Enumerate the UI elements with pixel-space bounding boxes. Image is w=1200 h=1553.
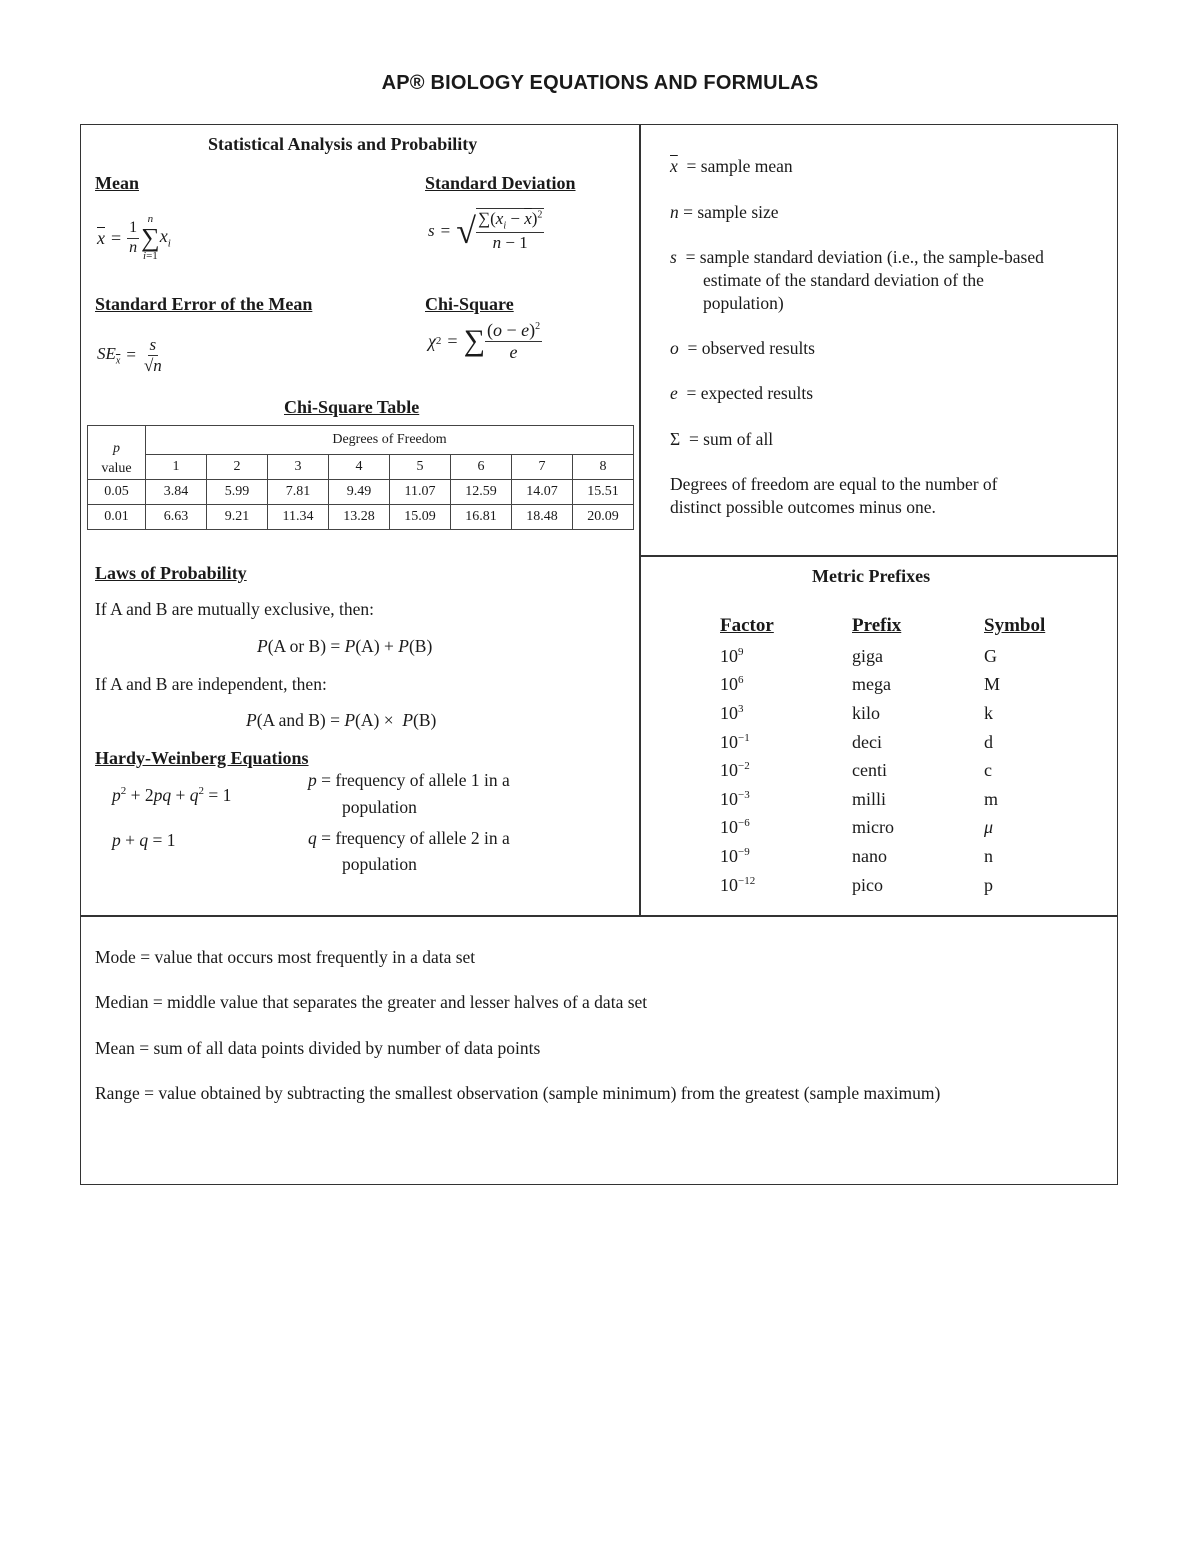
def-s-3: population): [703, 293, 784, 313]
chi-value-cell: 11.07: [390, 480, 451, 505]
table-row: [720, 842, 1064, 871]
def-e: e = expected results: [670, 383, 814, 403]
chi-value-cell: 5.99: [207, 480, 268, 505]
chi-value-cell: 16.81: [451, 505, 512, 530]
and-formula: P(A and B) = P(A) × P(B): [246, 710, 437, 730]
mean-definition: Mean = sum of all data points divided by number of data points: [95, 1038, 541, 1058]
df-cell: 5: [390, 455, 451, 480]
factor-cell: $10^{-1}$: [720, 731, 750, 752]
chi-value-cell: 20.09: [573, 505, 634, 530]
symbol-cell: n: [984, 845, 993, 866]
prefix-cell: mega: [852, 674, 891, 695]
table-row: [88, 480, 634, 505]
table-row: [720, 756, 1064, 785]
factor-cell: $10^{-9}$: [720, 845, 750, 866]
chi-value-cell: 7.81: [268, 480, 329, 505]
metric-prefix-table: [720, 610, 1064, 899]
p-definition-2: population: [342, 797, 417, 817]
chi-value-cell: 6.63: [146, 505, 207, 530]
symbol-cell: d: [984, 731, 993, 752]
symbol-cell: c: [984, 760, 992, 781]
symbol-cell: M: [984, 674, 1001, 695]
symbol-header: Symbol: [984, 615, 1046, 636]
chi-value-cell: 12.59: [451, 480, 512, 505]
prefix-cell: deci: [852, 731, 882, 752]
mean-heading: Mean: [95, 173, 139, 193]
def-s-2: estimate of the standard deviation of the: [703, 270, 984, 290]
hw-equation-1: $p^2 + 2pq + q^2 = 1$: [112, 785, 232, 805]
factor-cell: $10^3$: [720, 702, 744, 723]
chi-value-cell: 3.84: [146, 480, 207, 505]
df-cell: 4: [329, 455, 390, 480]
or-formula: P(A or B) = P(A) + P(B): [257, 636, 433, 656]
chi-value-cell: 15.09: [390, 505, 451, 530]
p-header-cell: p value: [88, 426, 146, 480]
factor-header: Factor: [720, 615, 774, 636]
df-cell: 3: [268, 455, 329, 480]
laws-heading: Laws of Probability: [95, 563, 247, 583]
factor-cell: $10^{-6}$: [720, 817, 750, 838]
q-definition: q = frequency of allele 2 in a: [308, 828, 510, 848]
range-definition: Range = value obtained by subtracting the smallest observation (sample minimum) from the greatest (sample maximum): [95, 1083, 941, 1103]
chi-formula: χ 2 = ∑ $\frac{(o - e)^2}{e}$: [428, 320, 541, 362]
factor-cell: $10^{-2}$: [720, 760, 750, 781]
median-definition: Median = middle value that separates the greater and lesser halves of a data set: [95, 992, 648, 1012]
table-row: [720, 699, 1064, 728]
symbol-cell: p: [984, 874, 993, 895]
table-row: [720, 785, 1064, 814]
q-definition-2: population: [342, 854, 417, 874]
chi-value-cell: 11.34: [268, 505, 329, 530]
p-definition: p = frequency of allele 1 in a: [308, 770, 510, 790]
p-value-cell: 0.05: [88, 480, 146, 505]
hardy-heading: Hardy-Weinberg Equations: [95, 748, 309, 768]
symbol-cell: m: [984, 788, 999, 809]
chi-square-table: [87, 425, 634, 530]
factor-cell: $10^{-3}$: [720, 788, 750, 809]
factor-cell: $10^9$: [720, 645, 744, 666]
dof-header: Degrees of Freedom: [146, 426, 634, 455]
se-heading: Standard Error of the Mean: [95, 294, 313, 314]
p-value-cell: 0.01: [88, 505, 146, 530]
chi-value-cell: 15.51: [573, 480, 634, 505]
df-cell: 8: [573, 455, 634, 480]
factor-cell: $10^{-12}$: [720, 874, 756, 895]
table-row: [720, 814, 1064, 843]
chi-value-cell: 14.07: [512, 480, 573, 505]
table-row: [720, 671, 1064, 700]
table-row: [720, 728, 1064, 757]
sd-formula: s = √ $\frac{\sum(x_i - \overline{x})^2}{n - 1}$: [428, 209, 543, 252]
se-formula: $SE_{\overline{x}}$ = $\frac{s}{√n}$: [97, 335, 162, 375]
table-row: [88, 505, 634, 530]
chi-value-cell: 18.48: [512, 505, 573, 530]
symbol-cell: G: [984, 645, 997, 666]
page-title: AP® BIOLOGY EQUATIONS AND FORMULAS: [381, 72, 819, 94]
def-sigma: Σ = sum of all: [670, 429, 774, 449]
prefix-cell: nano: [852, 845, 887, 866]
prefix-cell: giga: [852, 645, 883, 666]
table-row: [720, 871, 1064, 900]
df-cell: 1: [146, 455, 207, 480]
prefix-cell: centi: [852, 760, 887, 781]
chi-value-cell: 9.49: [329, 480, 390, 505]
hw-equation-2: p + q = 1: [112, 830, 176, 850]
table-row: [720, 642, 1064, 671]
df-cell: 2: [207, 455, 268, 480]
df-cell: 6: [451, 455, 512, 480]
prefix-cell: pico: [852, 874, 883, 895]
prefix-cell: kilo: [852, 702, 881, 723]
prefix-cell: milli: [852, 788, 887, 809]
def-xbar: $\overline{x}$ = sample mean: [670, 156, 793, 176]
def-s: s = sample standard deviation (i.e., the sample-based: [670, 247, 1044, 267]
stats-title: Statistical Analysis and Probability: [208, 134, 478, 154]
mean-formula: $\overline{x}$ = $\frac{1}{n}$ n ∑ i=1 $x_i$: [97, 213, 171, 262]
laws-line-2: If A and B are independent, then:: [95, 674, 327, 694]
def-n: n = sample size: [670, 202, 779, 222]
prefix-cell: micro: [852, 817, 894, 838]
factor-cell: $10^6$: [720, 674, 744, 695]
prefix-header: Prefix: [852, 615, 902, 636]
chi-value-cell: 9.21: [207, 505, 268, 530]
def-dof-1: Degrees of freedom are equal to the number of: [670, 474, 998, 494]
def-dof-2: distinct possible outcomes minus one.: [670, 497, 936, 517]
chi-heading: Chi-Square: [425, 294, 514, 314]
sd-heading: Standard Deviation: [425, 173, 576, 193]
def-o: o = observed results: [670, 338, 815, 358]
laws-line-1: If A and B are mutually exclusive, then:: [95, 599, 374, 619]
chi-value-cell: 13.28: [329, 505, 390, 530]
metric-title: Metric Prefixes: [812, 566, 931, 586]
symbol-cell: μ: [984, 817, 994, 838]
df-cell: 7: [512, 455, 573, 480]
symbol-cell: k: [984, 702, 993, 723]
mode-definition: Mode = value that occurs most frequently in a data set: [95, 947, 476, 967]
chi-table-heading: Chi-Square Table: [284, 397, 420, 417]
